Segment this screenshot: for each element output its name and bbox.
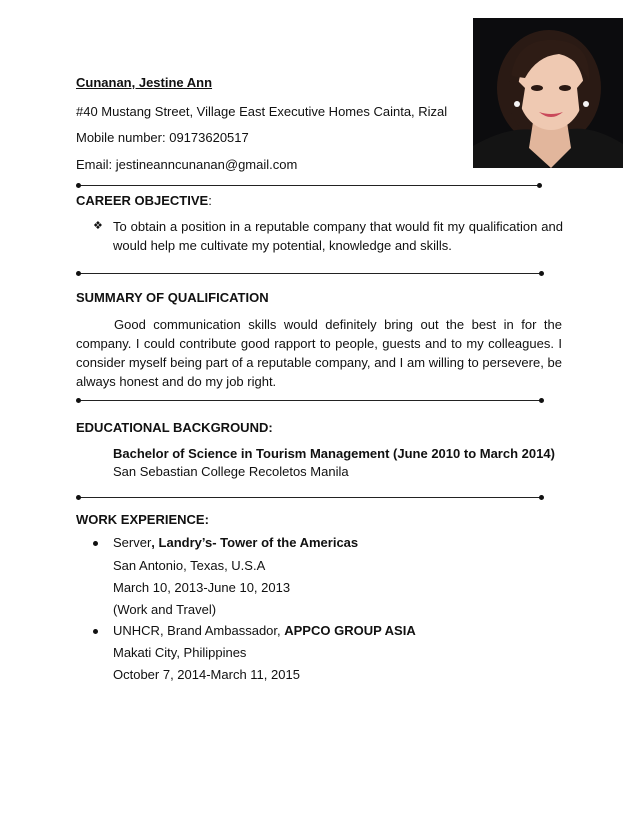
mobile-number: Mobile number: 09173620517 — [76, 130, 249, 145]
email-address: Email: jestineanncunanan@gmail.com — [76, 157, 298, 172]
section-divider — [76, 397, 544, 405]
summary-text: Good communication skills would definitely bring out the best in for the company. I could contribute good rapport to people, guests and to my colleagues. I consider myself being part of a reputable company, and I am willing to persevere, be always honest and do my job right. — [76, 317, 562, 389]
section-divider — [76, 182, 542, 190]
round-bullet-icon — [93, 624, 101, 632]
job-note: (Work and Travel) — [113, 602, 217, 617]
section-divider — [76, 494, 544, 502]
summary-heading: SUMMARY OF QUALIFICATION — [76, 290, 269, 305]
job-dates: March 10, 2013-June 10, 2013 — [113, 580, 291, 595]
career-objective-heading: CAREER OBJECTIVE: — [76, 193, 212, 208]
job-location: San Antonio, Texas, U.S.A — [113, 558, 266, 573]
career-objective-text: To obtain a position in a reputable company that would fit my qualification and would help me cultivate my potential, knowledge and skills. — [113, 219, 563, 253]
job-dates: October 7, 2014-March 11, 2015 — [113, 667, 300, 682]
applicant-name: Cunanan, Jestine Ann — [76, 75, 213, 90]
degree: Bachelor of Science in Tourism Management (June 2010 to March 2014) — [113, 446, 555, 461]
job-location: Makati City, Philippines — [113, 645, 247, 660]
job-title: UNHCR, Brand Ambassador, APPCO GROUP ASIA — [113, 623, 416, 638]
work-experience-heading: WORK EXPERIENCE: — [76, 512, 209, 527]
school-name: San Sebastian College Recoletos Manila — [113, 464, 349, 479]
profile-photo — [473, 18, 623, 168]
section-divider — [76, 270, 544, 278]
diamond-bullet-icon: ❖ — [93, 220, 103, 232]
address: #40 Mustang Street, Village East Executive Homes Cainta, Rizal — [76, 104, 448, 119]
education-heading: EDUCATIONAL BACKGROUND: — [76, 420, 273, 435]
round-bullet-icon — [93, 536, 101, 544]
job-title: Server, Landry’s- Tower of the Americas — [113, 535, 359, 550]
